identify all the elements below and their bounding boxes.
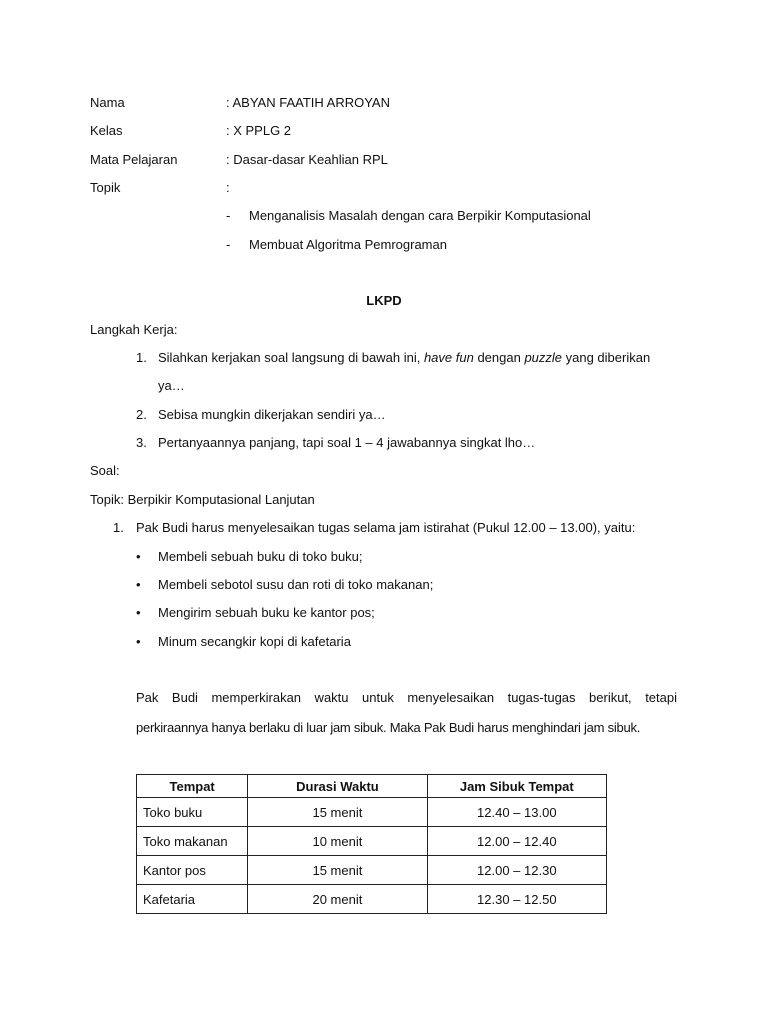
task-item: Mengirim sebuah buku ke kantor pos; bbox=[158, 605, 375, 620]
step-2-text: Sebisa mungkin dikerjakan sendiri ya… bbox=[158, 407, 386, 422]
kelas-label: Kelas bbox=[90, 123, 123, 138]
topik-colon: : bbox=[226, 180, 230, 195]
table-header: Tempat bbox=[137, 775, 248, 798]
paragraph-line: perkiraannya hanya berlaku di luar jam sibuk. Maka Pak Budi harus menghindari jam sibuk. bbox=[136, 720, 641, 735]
bullet-icon: • bbox=[136, 605, 141, 620]
table-cell: 12.30 – 12.50 bbox=[427, 885, 606, 914]
bullet-icon: • bbox=[136, 634, 141, 649]
table-row bbox=[137, 885, 607, 914]
step-1-part: yang diberikan bbox=[562, 350, 651, 365]
table-header-row bbox=[137, 775, 607, 798]
table-header: Jam Sibuk Tempat bbox=[427, 775, 606, 798]
table-row bbox=[137, 856, 607, 885]
table-cell: Toko makanan bbox=[137, 827, 248, 856]
table-cell: 12.00 – 12.40 bbox=[427, 827, 606, 856]
nama-value: : ABYAN FAATIH ARROYAN bbox=[226, 95, 390, 110]
step-3-text: Pertanyaannya panjang, tapi soal 1 – 4 jawabannya singkat lho… bbox=[158, 435, 536, 450]
nama-label: Nama bbox=[90, 95, 125, 110]
page-title: LKPD bbox=[366, 293, 402, 308]
schedule-table bbox=[136, 774, 607, 914]
step-1-text bbox=[158, 350, 650, 366]
table-cell: 20 menit bbox=[248, 885, 427, 914]
step-1-italic: puzzle bbox=[524, 350, 563, 365]
step-1-continuation: ya… bbox=[158, 378, 185, 393]
table-cell: 10 menit bbox=[248, 827, 427, 856]
task-item: Minum secangkir kopi di kafetaria bbox=[158, 634, 351, 649]
table-row bbox=[137, 827, 607, 856]
langkah-heading: Langkah Kerja: bbox=[90, 322, 178, 337]
table-header: Durasi Waktu bbox=[248, 775, 427, 798]
table-cell: 15 menit bbox=[248, 856, 427, 885]
table-cell: 12.40 – 13.00 bbox=[427, 798, 606, 827]
topic-item: Menganalisis Masalah dengan cara Berpikir Komputasional bbox=[249, 208, 591, 223]
soal-topik: Topik: Berpikir Komputasional Lanjutan bbox=[90, 492, 315, 507]
topic-dash: - bbox=[226, 208, 231, 223]
step-1-italic: have fun bbox=[423, 350, 474, 365]
step-1-part: dengan bbox=[473, 350, 525, 365]
list-number: 1. bbox=[136, 350, 147, 365]
mapel-label: Mata Pelajaran bbox=[90, 152, 178, 167]
kelas-value: : X PPLG 2 bbox=[226, 123, 292, 138]
topic-dash: - bbox=[226, 237, 231, 252]
task-item: Membeli sebotol susu dan roti di toko makanan; bbox=[158, 577, 434, 592]
topik-label: Topik bbox=[90, 180, 121, 195]
mapel-value: : Dasar-dasar Keahlian RPL bbox=[226, 152, 388, 167]
table-cell: Toko buku bbox=[137, 798, 248, 827]
step-1-part: Silahkan kerjakan soal langsung di bawah ini, bbox=[158, 350, 424, 365]
soal-heading: Soal: bbox=[90, 463, 120, 478]
table-cell: 12.00 – 12.30 bbox=[427, 856, 606, 885]
table-cell: Kafetaria bbox=[137, 885, 248, 914]
table-row bbox=[137, 798, 607, 827]
list-number: 1. bbox=[113, 520, 124, 535]
list-number: 3. bbox=[136, 435, 147, 450]
table-cell: Kantor pos bbox=[137, 856, 248, 885]
question-1-text: Pak Budi harus menyelesaikan tugas selama jam istirahat (Pukul 12.00 – 13.00), yaitu: bbox=[136, 520, 636, 535]
bullet-icon: • bbox=[136, 577, 141, 592]
paragraph-line: Pak Budi memperkirakan waktu untuk menyelesaikan tugas-tugas berikut, tetapi bbox=[136, 690, 677, 705]
list-number: 2. bbox=[136, 407, 147, 422]
topic-item: Membuat Algoritma Pemrograman bbox=[249, 237, 447, 252]
task-item: Membeli sebuah buku di toko buku; bbox=[158, 549, 363, 564]
bullet-icon: • bbox=[136, 549, 141, 564]
table-cell: 15 menit bbox=[248, 798, 427, 827]
